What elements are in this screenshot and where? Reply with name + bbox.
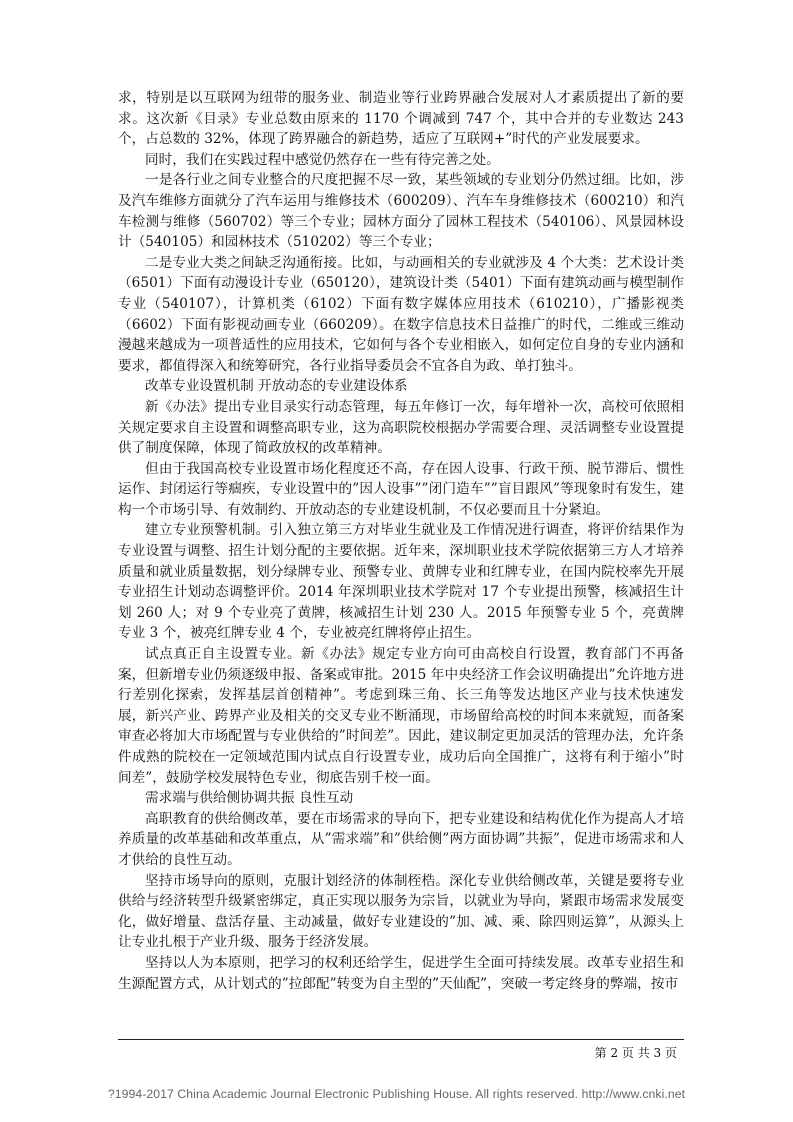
paragraph: 试点真正自主设置专业。新《办法》规定专业方向可由高校自行设置，教育部门不再备案，但新增专业仍须逐级申报、备案或审批。2015 年中央经济工作会议明确提出”允许地方进行差别化探索，发挥基层首创精神”。考虑到珠三角、长三角等发达地区产业与技术快速发展，新兴产业、跨界产业及相关的交叉专业不断涌现，市场留给高校的时间本来就短，而备案审查必将加大市场配置与专业供给的”时间差”。因此，建议制定更加灵活的管理办法，允许条件成熟的院校在一定领域范围内试点自行设置专业，成功后向全国推广，这将有利于缩小”时间差”，鼓励学校发展特色专业，彻底告别千校一面。 — [118, 646, 684, 786]
footer-divider — [118, 1039, 684, 1040]
paragraph: 高职教育的供给侧改革，要在市场需求的导向下，把专业建设和结构优化作为提高人才培养质量的改革基础和改革重点，从”需求端”和”供给侧”两方面协调”共振”，促进市场需求和人才供给的良性互动。 — [118, 810, 684, 868]
paragraph: 一是各行业之间专业整合的尺度把握不尽一致，某些领域的专业划分仍然过细。比如，涉及汽车维修方面就分了汽车运用与维修技术（600209）、汽车车身维修技术（600210）和汽车检测与维修（560702）等三个专业；园林方面分了园林工程技术（540106）、风景园林设计（540105）和园林技术（510202）等三个专业； — [118, 172, 684, 251]
paragraph: 新《办法》提出专业目录实行动态管理，每五年修订一次，每年增补一次，高校可依照相关规定要求自主设置和调整高职专业，这为高职院校根据办学需要合理、灵活调整专业设置提供了制度保障，体现了简政放权的改革精神。 — [118, 398, 684, 457]
paragraph: 建立专业预警机制。引入独立第三方对毕业生就业及工作情况进行调查，将评价结果作为专业设置与调整、招生计划分配的主要依据。近年来，深圳职业技术学院依据第三方人才培养质量和就业质量数据，划分绿牌专业、预警专业、黄牌专业和红牌专业，在国内院校率先开展专业招生计划动态调整评价。2014 年深圳职业技术学院对 17 个专业提出预警，核减招生计划 260 人；对 9 个专业亮了黄牌，核减招生计划 230 人。2015 年预警专业 5 个，亮黄牌专业 3 个，被亮红牌专业 4 个，专业被亮红牌将停止招生。 — [118, 522, 684, 642]
copyright-line: ?1994-2017 China Academic Journal Electronic Publishing House. All rights reserved. http://www.cnki.net — [107, 1087, 686, 1101]
page-number: 第 2 页 共 3 页 — [594, 1046, 677, 1060]
paragraph: 坚持市场导向的原则，克服计划经济的体制桎梏。深化专业供给侧改革，关键是要将专业供给与经济转型升级紧密绑定，真正实现以服务为宗旨，以就业为导向，紧跟市场需求发展变化，做好增量、盘活存量、主动减量，做好专业建设的”加、减、乘、除四则运算”，从源头上让专业扎根于产业升级、服务于经济发展。 — [118, 872, 684, 951]
section-heading: 改革专业设置机制 开放动态的专业建设体系 — [145, 378, 408, 395]
section-heading: 需求端与供给侧协调共振 良性互动 — [145, 790, 354, 807]
paragraph: 求，特别是以互联网为纽带的服务业、制造业等行业跨界融合发展对人才素质提出了新的要求。这次新《目录》专业总数由原来的 1170 个调减到 747 个，其中合并的专业数达 243 个，占总数的 32%，体现了跨界融合的新趋势，适应了互联网+”时代的产业发展要求。 — [118, 90, 684, 148]
article-body — [118, 88, 684, 994]
paragraph: 同时，我们在实践过程中感觉仍然存在一些有待完善之处。 — [145, 151, 500, 168]
paragraph: 坚持以人为本原则，把学习的权利还给学生，促进学生全面可持续发展。改革专业招生和生源配置方式，从计划式的”拉郎配”转变为自主型的”天仙配”，突破一考定终身的弊端，按市 — [118, 954, 684, 992]
paragraph: 但由于我国高校专业设置市场化程度还不高，存在因人设事、行政干预、脱节滞后、惯性运作、封闭运行等痼疾，专业设置中的”因人设事””闭门造车””盲目跟风”等现象时有发生，建构一个市场引导、有效制约、开放动态的专业建设机制，不仅必要而且十分紧迫。 — [118, 460, 684, 518]
paragraph: 二是专业大类之间缺乏沟通衔接。比如，与动画相关的专业就涉及 4 个大类：艺术设计类（6501）下面有动漫设计专业（650120），建筑设计类（5401）下面有建筑动画与模型制作专业（540107），计算机类（6102）下面有数字媒体应用技术（610210），广播影视类（6602）下面有影视动画专业（660209）。在数字信息技术日益推广的时代，二维或三维动漫越来越成为一项普适性的应用技术，它如何与各个专业相嵌入，如何定位自身的专业内涵和要求，都值得深入和统筹研究，各行业指导委员会不宜各自为政、单打独斗。 — [118, 254, 684, 374]
